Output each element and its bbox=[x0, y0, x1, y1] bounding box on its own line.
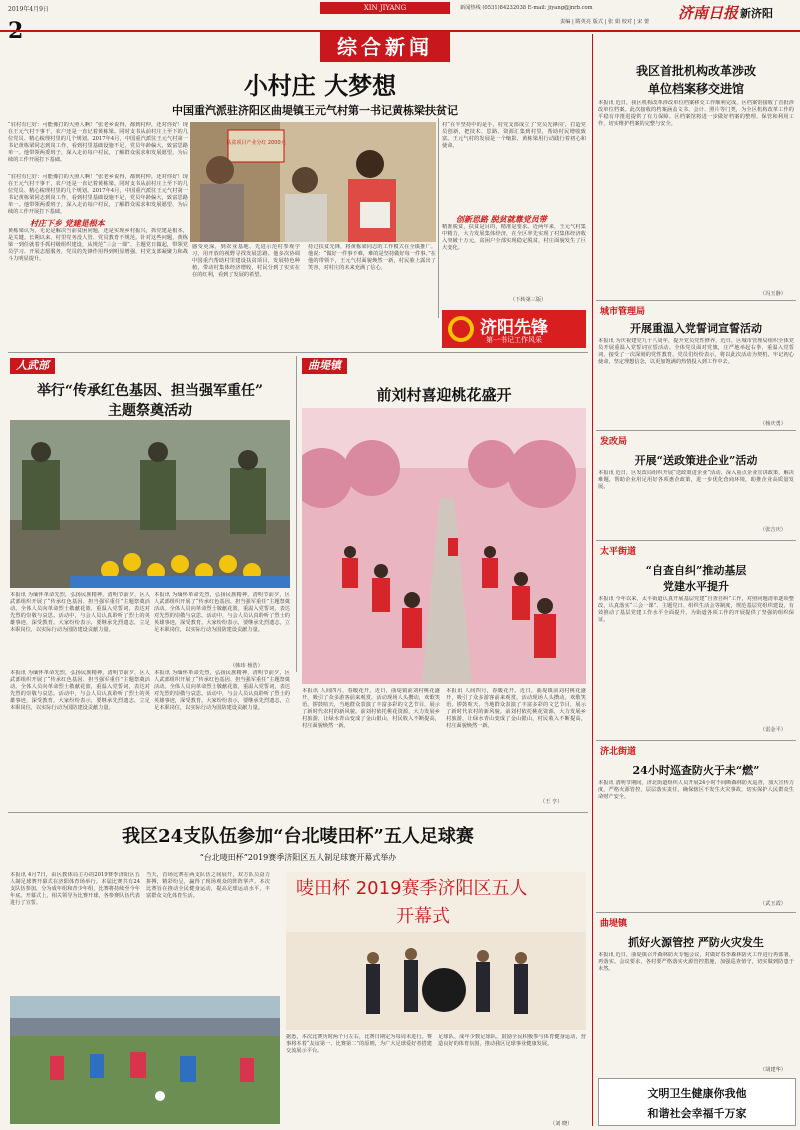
mid-right-photo bbox=[302, 408, 586, 684]
bottom-body-b: 当天，首场比赛在两支队伍之间展开，双方队员奋力拼搏，精彩纷呈，赢得了现场观众的阵阵掌声。本次比赛旨在推动全民健身运动，提高足球运动水平，丰富群众文化体育生活。 bbox=[146, 872, 270, 899]
vanguard-sub: 第一书记工作风采 bbox=[486, 336, 542, 344]
slogan-line-2: 和谐社会幸福千万家 bbox=[647, 1107, 747, 1120]
lead-body-b: 黄栋梁认为，无论是解决当前贫困问题，还是实现乡村振兴，抓党建是根本，是关键。长期以来，村里党务没人管、党员教育不规范。针对这些问题，黄栋梁一到任就着手抓村级组织建设，从规范“三会一课”、主题党日做起，带领党员学习、开展志愿服务，党员的先锋作用得到明显增强，村党支部凝聚力和战斗力明显提升。 bbox=[8, 228, 188, 262]
lead-subhead: 中国重汽派驻济阳区曲堤镇王元气村第一书记黄栋梁扶贫记 bbox=[172, 104, 458, 117]
mid-right-body-2: 本报讯 人间四月，春暖花开。近日，曲堤镇前刘村桃花盛开，吸引了众多游客前来观赏。活动现场人头攒动，欢歌笑语，锣鼓喧天，当地群众表演了丰富多彩的文艺节目，展示了新时代农村的新风貌。前刘村依托桃花资源，大力发展乡村旅游，让绿水青山变成了金山银山，村民收入不断提高，村庄面貌焕然一新。 bbox=[446, 688, 586, 729]
lead-body-f: 精准脱贫，扶贫是目的，精准是要求。近两年来，王元气村集中精力，大力发展集体经济，在全区率先实现了村集体经济收入突破十万元，贫困户全部实现稳定脱贫，村庄面貌发生了巨大变化。 bbox=[442, 224, 586, 251]
mid-left-body: 本报讯 为缅怀革命先烈，弘扬民族精神，清明节前夕，区人武部组织开展了“传承红色基因、担当强军重任”主题祭奠活动。全体人员向革命烈士敬献花篮，重温入党誓词，表达对先烈的崇敬与哀思。活动中，与会人员认真聆听了烈士的英雄事迹，深受教育。大家纷纷表示，要继承先烈遗志，立足本职岗位，以实际行动为国防建设贡献力量。 bbox=[10, 592, 150, 633]
banner-text-1: 唛田杯 2019赛季济阳区五人 bbox=[296, 878, 528, 899]
r2-title: 开展重温入党誓词宣誓活动 bbox=[630, 322, 762, 335]
mid-left-byline: （韩玮 杨浩） bbox=[230, 663, 263, 669]
r-div-5 bbox=[596, 912, 796, 913]
bottom-headline: 我区24支队伍参加“台北唛田杯”五人足球赛 bbox=[122, 826, 474, 847]
bottom-left-photo bbox=[10, 996, 280, 1124]
lead-subtitle-1: 村庄下乡 党建是根本 bbox=[30, 218, 105, 228]
section-divider-2 bbox=[8, 812, 588, 813]
section-divider-1 bbox=[8, 352, 588, 353]
tag-qdz: 曲堤镇 bbox=[302, 358, 347, 374]
lead-body-a2: “驻村有仨好：可能像打的大照人啊！”张老乡说得，都到村仲，还对你好！现在王元气村干事干，农户还是一直记着黄栋梁。同时支书从前村庄上至下的几位党员、精心梳理村里的几个规划。2017年4月，中国重汽派驻王元气村第一书记黄栋梁同志到岗工作，看到村里基础设施不足，党员年龄偏大，致富思路单一。他带领两委班子，深入走访每户村民，了解群众需求和发展愿望，为后续的工作开展打下基础。 bbox=[8, 174, 188, 215]
r2-body: 本报讯 为庆祝建党九十八周年，提升党员党性修养，近日，区城市管理局组织全体党员开展重温入党誓词宣誓活动。全体党员面对党旗，庄严地举起右拳，重温入党誓词，接受了一次深刻的党性教育。党员们纷纷表示，将以此次活动为契机，牢记初心使命，坚定理想信念，以更加饱满的热情投入到工作中去。 bbox=[598, 338, 794, 365]
slogan-box bbox=[598, 1078, 796, 1126]
vanguard-banner bbox=[442, 310, 586, 348]
bottom-body-d: 足球队、成年少数足球队，鼓励全民积极参与体育健身运动，营造良好的体育氛围，推动我区足球事业健康发展。 bbox=[438, 1034, 586, 1047]
bottom-body-a: 本报讯 4月7日，由区教体局主办的2019赛季济阳区五人制足球赛开幕式在济阳体育场举行。本届比赛共有24支队伍参加，分为成年组和青少年组，比赛将持续至今年年底。开幕式上，相关领导为比赛开球，各参赛队伍代表进行了宣誓。 bbox=[10, 872, 140, 906]
mid-left-title-1: 举行“传承红色基因、担当强军重任” bbox=[36, 383, 264, 399]
paper-logo: 济南日报 bbox=[678, 4, 739, 22]
bottom-right-photo bbox=[286, 872, 586, 1030]
lead-photo bbox=[190, 122, 436, 242]
section-banner: 综合新闻 bbox=[320, 32, 450, 62]
r-div-2 bbox=[596, 430, 796, 431]
r-div-3 bbox=[596, 540, 796, 541]
lead-body-e: 村“在半坚持中的是手，村党支部成立了‘党员先锋岗’，打造党员创新，把技术、思路、资源汇集到村里，帮助村民增收致富。王元气村的发展是一个缩影，黄栋梁用行动践行着初心和使命。 bbox=[442, 122, 586, 149]
photo-sign-text: 扶贫项目产业分红 2000元 bbox=[226, 140, 286, 146]
mid-right-byline: （王 亨） bbox=[540, 799, 563, 805]
r1-body: 本报讯 近日，我区机构改革涉改单位档案移交工作顺利完成，区档案馆接收了首批涉改单位档案。此次接收的档案涵盖文书、会计、照片等门类，为全区机构改革工作的平稳有序推进提供了有力保障。区档案馆将进一步做好档案的整理、保管和利用工作，切实维护档案的完整与安全。 bbox=[598, 100, 794, 127]
mid-right-title: 前刘村喜迎桃花盛开 bbox=[376, 386, 512, 404]
r2-byline: （杨庆勇） bbox=[760, 421, 786, 427]
r5-title: 24小时巡查防火于未“燃” bbox=[632, 764, 760, 777]
date: 2019年4月9日 bbox=[8, 6, 49, 13]
party-emblem-icon bbox=[446, 314, 476, 344]
bottom-subhead: “台北唛田杯”2019赛季济阳区五人制足球赛开幕式举办 bbox=[199, 853, 397, 862]
r-div-1 bbox=[596, 300, 796, 301]
hotline: 新闻热线 (0531)84232038 E-mail: jiyang@jnrb.com bbox=[460, 5, 593, 11]
vanguard-title: 济阳先锋 bbox=[480, 318, 548, 338]
editors: 责编 | 隋英亮 版式 | 张 娟 校对 | 宋 蕾 bbox=[560, 19, 650, 25]
r5-body: 本报讯 清明节期间，济北街道组织人员开展24小时不间断森林防火巡查，加大宣传力度，严格火源管控，层层落实责任，确保辖区不发生火灾事故，切实保护人民群众生命财产安全。 bbox=[598, 780, 794, 800]
lead-body-c: 感受更深，到农业基地、先进示范村参观学习，用开放的视野寻找发展思路。他多次协调中国重汽帮助村里建设扶贫项目，发展特色种植，带动村集体经济增收，村民分到了实实在在的红利，看到了发展的希望。 bbox=[192, 244, 300, 278]
r4-title-1: “自查自纠”推动基层 bbox=[645, 564, 747, 577]
bottom-byline: （刘 晓） bbox=[550, 1121, 573, 1127]
r3-title: 开展“送政策进企业”活动 bbox=[634, 454, 758, 467]
r6-byline: （胡建华） bbox=[760, 1067, 786, 1073]
r2-tag: 城市管理局 bbox=[600, 307, 646, 317]
r5-byline: （武玉霞） bbox=[760, 901, 786, 907]
r5-tag: 济北街道 bbox=[600, 747, 637, 757]
r6-tag: 曲堤镇 bbox=[600, 919, 628, 929]
lead-headline: 小村庄 大梦想 bbox=[243, 71, 397, 100]
r-div-4 bbox=[596, 740, 796, 741]
pinyin-strip: XIN JIYANG bbox=[320, 2, 450, 14]
mid-divider bbox=[296, 356, 297, 672]
edition-name: 新济阳 bbox=[740, 7, 773, 20]
mid-left-photo bbox=[10, 420, 290, 588]
r1-byline: （冯玉静） bbox=[760, 291, 786, 297]
mid-left-body-3: 本报讯 为缅怀革命先烈，弘扬民族精神，清明节前夕，区人武部组织开展了“传承红色基因、担当强军重任”主题祭奠活动。全体人员向革命烈士敬献花篮，重温入党誓词，表达对先烈的崇敬与哀思。活动中，与会人员认真聆听了烈士的英雄事迹，深受教育。大家纷纷表示，要继承先烈遗志，立足本职岗位，以实际行动为国防建设贡献力量。 bbox=[10, 670, 150, 711]
r6-title: 抓好火源管控 严防火灾发生 bbox=[628, 936, 764, 949]
lead-body-a: “驻村有仨好：可能像打的大照人啊！”张老乡说得，都到村仲，还对你好！现在王元气村干事干，农户还是一直记着黄栋梁。同时支书从前村庄上至下的几位党员、精心梳理村里的几个规划。2017年4月，中国重汽派驻王元气村第一书记黄栋梁同志到岗工作，看到村里基础设施不足，党员年龄偏大，致富思路单一。他带领两委班子，深入走访每户村民，了解群众需求和发展愿望，为后续的工作开展打下基础。 bbox=[8, 122, 188, 163]
lead-subtitle-2: 创新思路 脱贫就靠党员带 bbox=[456, 214, 547, 224]
lead-divider bbox=[438, 118, 439, 318]
right-col-rule bbox=[592, 34, 593, 1126]
mid-left-body-4: 本报讯 为缅怀革命先烈，弘扬民族精神，清明节前夕，区人武部组织开展了“传承红色基因、担当强军重任”主题祭奠活动。全体人员向革命烈士敬献花篮，重温入党誓词，表达对先烈的崇敬与哀思。活动中，与会人员认真聆听了烈士的英雄事迹，深受教育。大家纷纷表示，要继承先烈遗志，立足本职岗位，以实际行动为国防建设贡献力量。 bbox=[154, 670, 290, 711]
tag-rwb: 人武部 bbox=[10, 358, 55, 374]
r6-body: 本报讯 近日，曲堤镇召开森林防火专题会议，对做好春季森林防火工作进行再部署、再落实。会议要求，各村要严格落实火源管控措施，加强巡查值守，切实做到防患于未然。 bbox=[598, 952, 794, 972]
banner-text-2: 开幕式 bbox=[396, 906, 450, 927]
lead-continued: （下转第三版） bbox=[510, 297, 547, 303]
lead-body-d: 持过扶贫先锋，将黄栋梁同志的工作模式在全镇推广。他说：“做好一件事不难，难的是坚持做好每一件事。”在他的带领下，王元气村面貌焕然一新，村民脸上露出了笑容，对村庄的未来充满了信心。 bbox=[308, 244, 436, 271]
r4-body: 本报讯 今年以来，太平街道认真开展基层党建“自查自纠”工作，对照问题清单逐项整改，认真落实“三会一课”、主题党日、组织生活会等制度，规范基层党组织建设，有效推动了基层党建工作水平全面提升，为街道各项工作的开展提供了坚强的组织保证。 bbox=[598, 596, 794, 623]
r4-byline: （雷金平） bbox=[760, 727, 786, 733]
r1-title-1: 我区首批机构改革涉改 bbox=[635, 64, 756, 78]
r4-title-2: 党建水平提升 bbox=[663, 580, 729, 593]
mid-right-body: 本报讯 人间四月，春暖花开。近日，曲堤镇前刘村桃花盛开，吸引了众多游客前来观赏。活动现场人头攒动，欢歌笑语，锣鼓喧天，当地群众表演了丰富多彩的文艺节目，展示了新时代农村的新风貌。前刘村依托桃花资源，大力发展乡村旅游，让绿水青山变成了金山银山，村民收入不断提高，村庄面貌焕然一新。 bbox=[302, 688, 440, 729]
mid-left-body-2: 本报讯 为缅怀革命先烈，弘扬民族精神，清明节前夕，区人武部组织开展了“传承红色基因、担当强军重任”主题祭奠活动。全体人员向革命烈士敬献花篮，重温入党誓词，表达对先烈的崇敬与哀思。活动中，与会人员认真聆听了烈士的英雄事迹，深受教育。大家纷纷表示，要继承先烈遗志，立足本职岗位，以实际行动为国防建设贡献力量。 bbox=[154, 592, 290, 633]
r3-tag: 发改局 bbox=[600, 437, 628, 447]
r1-title-2: 单位档案移交进馆 bbox=[647, 82, 744, 96]
mid-left-title-2: 主题祭奠活动 bbox=[108, 403, 192, 419]
slogan-line-1: 文明卫生健康你我他 bbox=[647, 1087, 747, 1100]
bottom-body-c: 据悉，本次比赛历时两个月左右，比赛日期定为每周末进行。赛事将本着“友谊第一、比赛第二”的原则，为广大足球爱好者搭建交流展示平台。 bbox=[286, 1034, 432, 1054]
r4-tag: 太平街道 bbox=[600, 547, 637, 557]
r3-byline: （张吉庆） bbox=[760, 527, 786, 533]
r3-body: 本报讯 近日，区发改局组织开展“送政策进企业”活动，深入重点企业宣讲政策、解决难题，帮助企业用足用好各项惠企政策，进一步优化营商环境，助推企业高质量发展。 bbox=[598, 470, 794, 490]
